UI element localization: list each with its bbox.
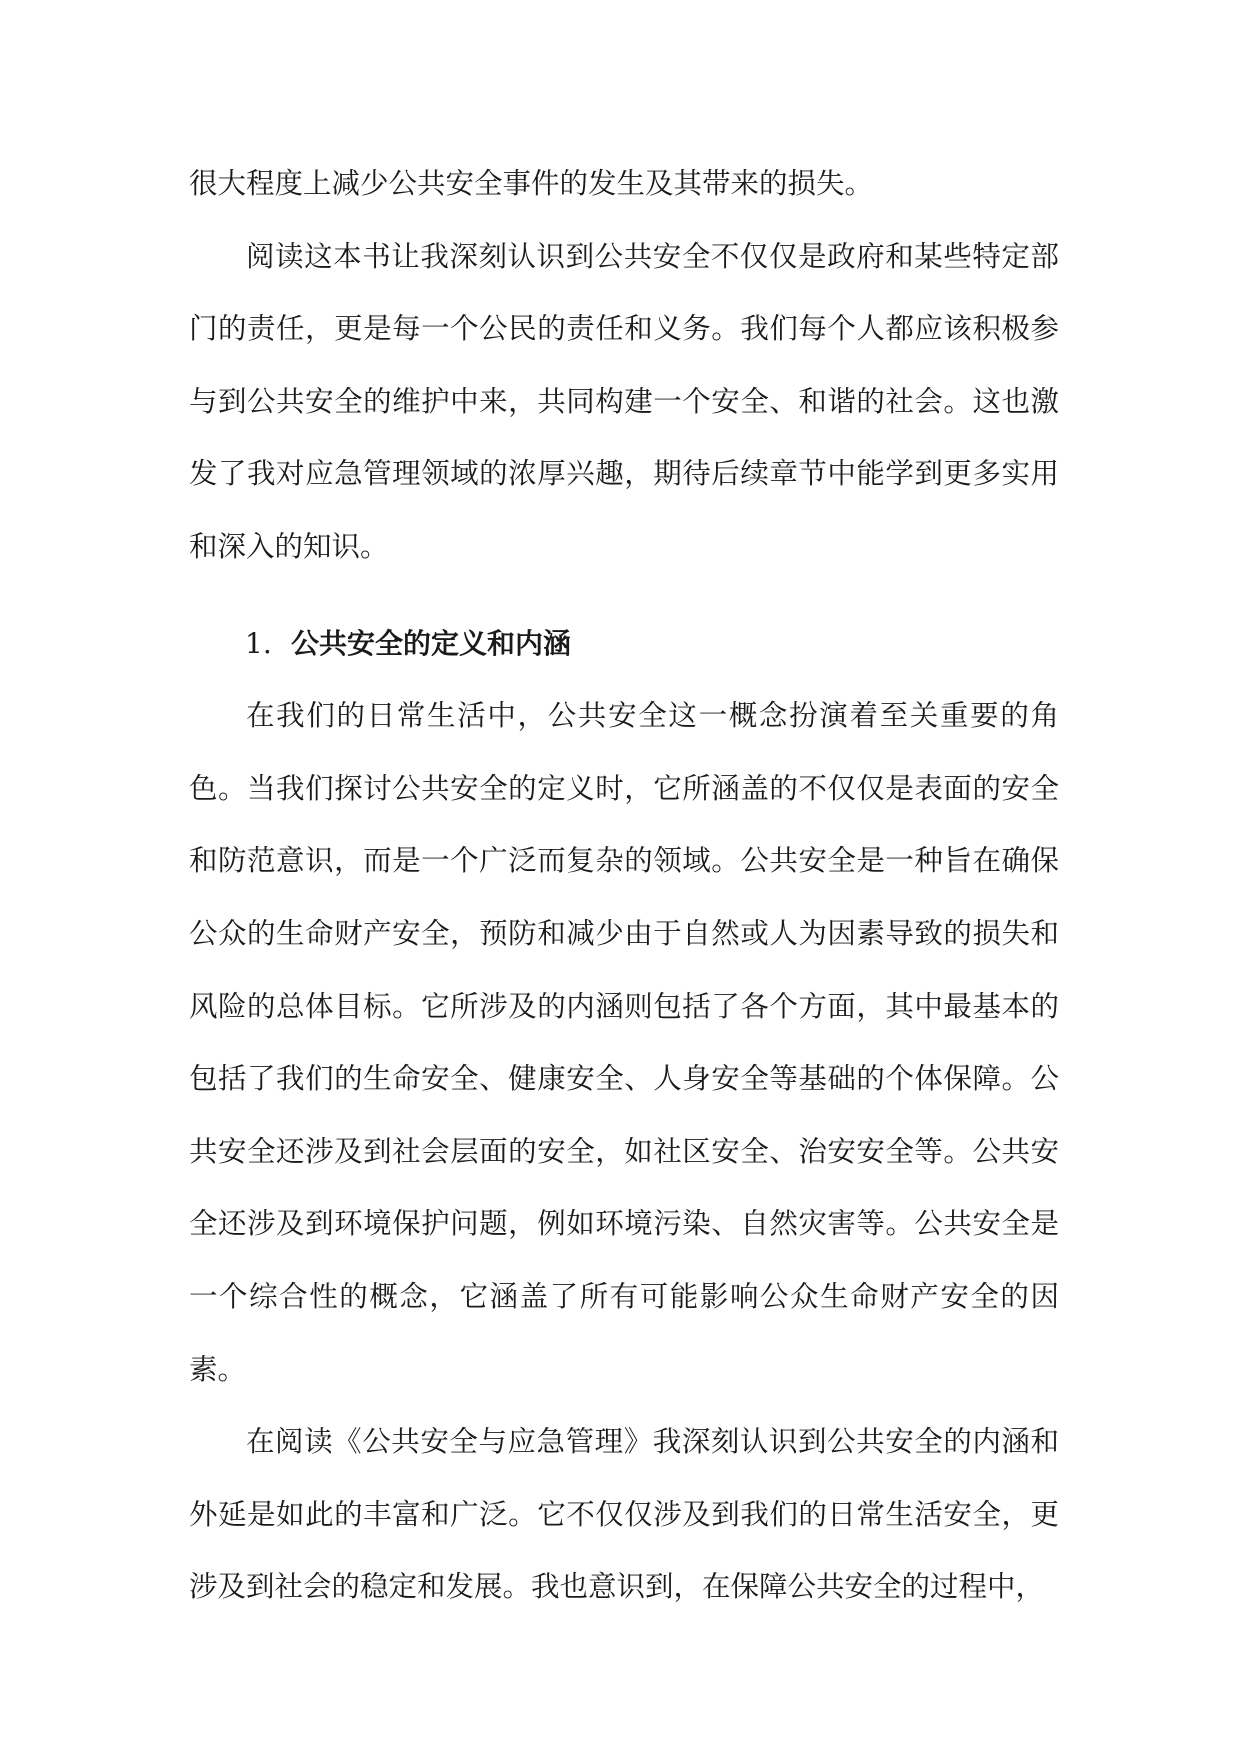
section-title: 公共安全的定义和内涵: [291, 626, 572, 660]
paragraph-definition: 在我们的日常生活中，公共安全这一概念扮演着至关重要的角色。当我们探讨公共安全的定义时，它所涵盖的不仅仅是表面的安全和防范意识，而是一个广泛而复杂的领域。公共安全是一种旨在确保公众的生命财产安全，预防和减少由于自然或人为因素导致的损失和风险的总体目标。它所涉及的内涵则包括了各个方面，其中最基本的包括了我们的生命安全、健康安全、人身安全等基础的个体保障。公共安全还涉及到社会层面的安全，如社区安全、治安安全等。公共安全还涉及到环境保护问题，例如环境污染、自然灾害等。公共安全是一个综合性的概念，它涵盖了所有可能影响公众生命财产安全的因素。: [189, 699, 1059, 1386]
document-body: [189, 148, 1059, 1624]
section-number: 1.: [245, 626, 272, 660]
paragraph-reading-insight: 在阅读《公共安全与应急管理》我深刻认识到公共安全的内涵和外延是如此的丰富和广泛。它不仅仅涉及到我们的日常生活安全，更涉及到社会的稳定和发展。我也意识到，在保障公共安全的过程中，: [189, 1425, 1059, 1604]
paragraph-reflection: 阅读这本书让我深刻认识到公共安全不仅仅是政府和某些特定部门的责任，更是每一个公民的责任和义务。我们每个人都应该积极参与到公共安全的维护中来，共同构建一个安全、和谐的社会。这也激发了我对应急管理领域的浓厚兴趣，期待后续章节中能学到更多实用和深入的知识。: [189, 239, 1059, 563]
paragraph-continued: 很大程度上减少公共安全事件的发生及其带来的损失。: [189, 167, 874, 200]
section-heading: [189, 608, 1059, 681]
